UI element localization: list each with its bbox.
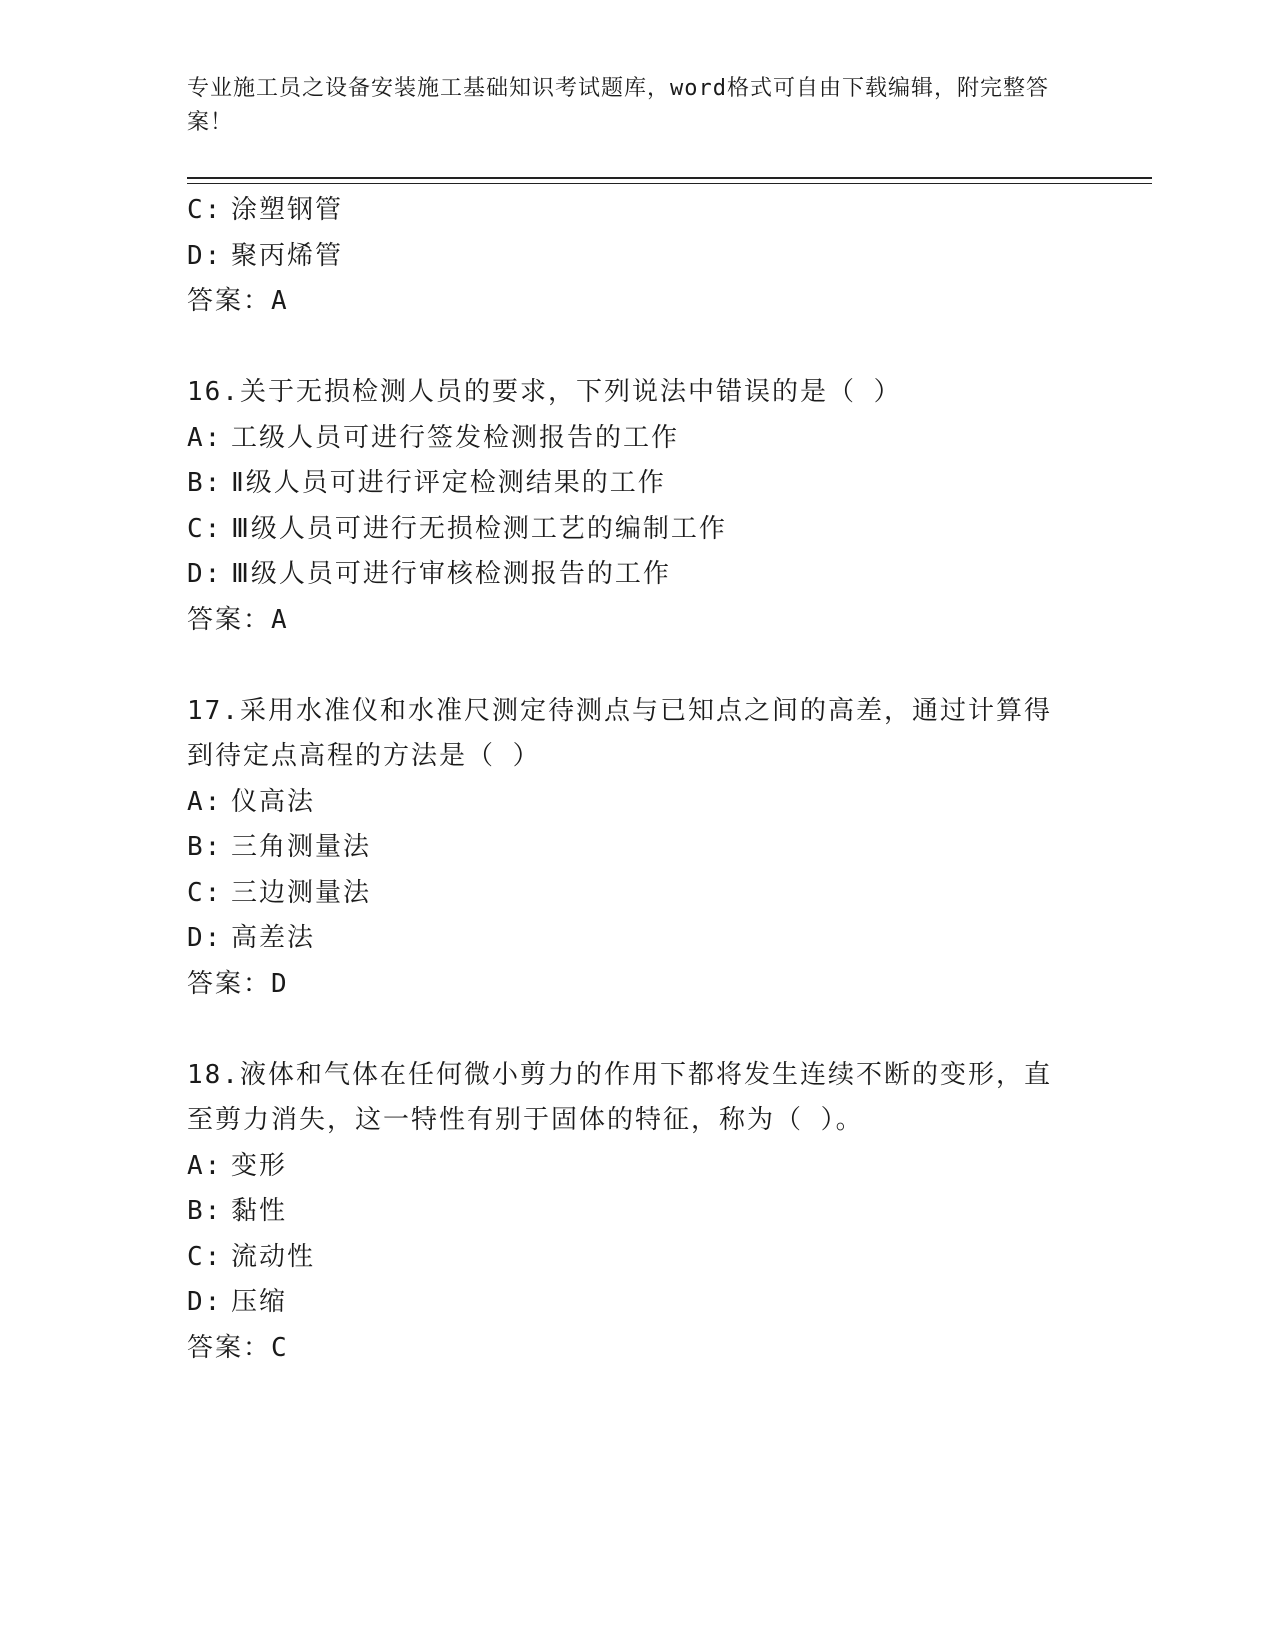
spacer: [187, 1007, 1087, 1053]
option-text: 涂塑钢管: [231, 195, 344, 225]
option-b: [187, 825, 1087, 871]
document-header: 专业施工员之设备安装施工基础知识考试题库，word格式可自由下载编辑，附完整答案！: [187, 76, 1049, 135]
answer-line: 答案：C: [187, 1332, 289, 1363]
option-label: A:: [187, 1150, 223, 1181]
option-label: B:: [187, 1196, 223, 1226]
option-text: 工级人员可进行签发检测报告的工作: [231, 422, 680, 453]
option-label: D:: [187, 559, 223, 589]
option-d: [187, 234, 1087, 280]
option-label: C:: [187, 513, 223, 544]
option-d: [187, 552, 1087, 598]
option-c: [187, 188, 1087, 234]
option-label: C:: [187, 195, 223, 225]
answer-line: 答案：D: [187, 968, 289, 999]
option-text: 三边测量法: [231, 877, 372, 908]
header-divider-thin: [187, 183, 1152, 184]
question-stem: 16.关于无损检测人员的要求，下列说法中错误的是（ ）: [187, 377, 902, 407]
option-text: 三角测量法: [231, 832, 372, 862]
option-a: [187, 1144, 1087, 1190]
option-text: 黏性: [231, 1196, 288, 1226]
spacer: [187, 325, 1087, 371]
option-text: Ⅱ级人员可进行评定检测结果的工作: [231, 468, 666, 498]
question-content: [187, 188, 1087, 1371]
question-stem: 18.液体和气体在任何微小剪力的作用下都将发生连续不断的变形，直至剪力消失，这一特性有别于固体的特征，称为（ ）。: [187, 1059, 1052, 1135]
option-text: Ⅲ级人员可进行审核检测报告的工作: [231, 559, 671, 589]
option-text: 仪高法: [231, 786, 316, 817]
question-stem: 17.采用水准仪和水准尺测定待测点与已知点之间的高差，通过计算得到待定点高程的方法是（ ）: [187, 695, 1052, 771]
option-label: B:: [187, 468, 223, 498]
option-label: D:: [187, 1287, 223, 1317]
option-label: C:: [187, 877, 223, 908]
option-label: A:: [187, 422, 223, 453]
option-text: 流动性: [231, 1241, 316, 1272]
option-c: [187, 507, 1087, 553]
option-b: [187, 1189, 1087, 1235]
answer-line: 答案：A: [187, 604, 289, 635]
option-text: Ⅲ级人员可进行无损检测工艺的编制工作: [231, 513, 727, 544]
option-a: [187, 780, 1087, 826]
option-c: [187, 1235, 1087, 1281]
option-text: 变形: [231, 1150, 288, 1181]
option-d: [187, 916, 1087, 962]
option-text: 聚丙烯管: [231, 240, 344, 271]
option-label: B:: [187, 832, 223, 862]
header-divider-thick: [187, 177, 1152, 179]
option-d: [187, 1280, 1087, 1326]
answer-line: 答案：A: [187, 286, 289, 316]
option-label: D:: [187, 923, 223, 953]
option-text: 压缩: [231, 1287, 288, 1317]
option-label: C:: [187, 1241, 223, 1272]
spacer: [187, 643, 1087, 689]
option-label: D:: [187, 240, 223, 271]
option-c: [187, 871, 1087, 917]
option-text: 高差法: [231, 923, 316, 953]
option-a: [187, 416, 1087, 462]
option-b: [187, 461, 1087, 507]
option-label: A:: [187, 786, 223, 817]
